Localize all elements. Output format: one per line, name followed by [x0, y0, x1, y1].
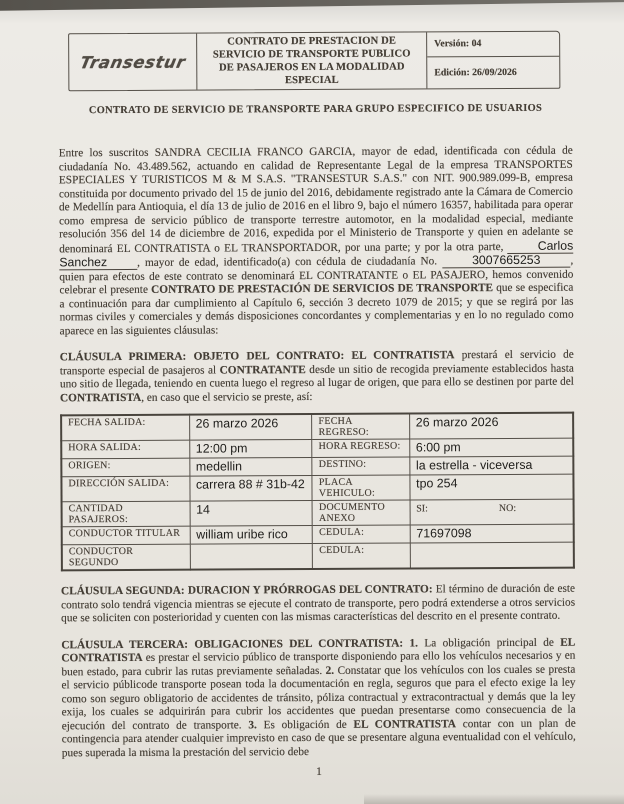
table-value-cell: carrera 88 # 31b-42 [189, 475, 312, 501]
table-value-cell: william uribe rico [190, 525, 313, 544]
table-value-cell: la estrella - viceversa [409, 456, 573, 475]
scan-bottom-shadow [364, 794, 624, 804]
table-value-cell-si-no [410, 499, 574, 525]
document-header-box [68, 31, 560, 92]
text-segment: CLÁUSULA PRIMERA: OBJETO DEL CONTRATO: EL CONTRATISTA [59, 349, 455, 364]
clause-second-paragraph [61, 583, 575, 626]
fill-in-cedula-number: 3007665253 [442, 253, 570, 269]
document-title: CONTRATO DE PRESTACION DE SERVICIO DE TRANSPORTE PUBLICO DE PASAJEROS EN LA MODALIDAD ESPECIAL [197, 32, 427, 89]
table-label-cell: DESTINO: [312, 457, 409, 476]
text-segment: CLÁUSULA TERCERA: OBLIGACIONES DEL CONTRATISTA: 1. [61, 636, 419, 651]
si-label: SI: [416, 503, 428, 515]
version-label: Versión: 04 [427, 32, 559, 58]
table-label-cell: PLACA VEHICULO: [312, 475, 409, 501]
text-segment: CONTRATO DE PRESTACIÓN DE SERVICIOS DE TRANSPORTE [151, 282, 494, 296]
text-segment: Constatar que los vehículos con los cuales se presta el servicio públicode transporte posean toda la documentación en regla, seguros que para el efecto exige la ley como son seguro obligatorio de accidentes de tránsito, póliza contractual y extracontractual y demás que la ley exija, los cuales se adquirirán para cubrir los accidentes que puedan presentarse como consecuencia de la ejecución del contrato de transporte. [61, 663, 576, 732]
table-label-cell: HORA REGRESO: [312, 439, 409, 458]
text-segment: es prestar el servicio público de transporte disponiendo para ello los vehículos necesarios y en buen estado, para cubrir las rutas previamente señaladas. [61, 649, 576, 678]
table-value-cell: 6:00 pm [409, 438, 573, 457]
text-segment: prestará el servicio de transporte especial de pasajeros al [59, 348, 574, 377]
table-value-cell: medellin [189, 457, 312, 476]
text-segment: desde un sitio de recogida previamente establecidos hasta uno sitio de llegada, teniendo en cuenta luego el regreso al lugar de origen, que para ello se destinen por parte del [59, 362, 574, 391]
edition-label: Edición: 26/09/2026 [434, 66, 517, 79]
text-segment: CONTRATISTA [59, 391, 142, 404]
text-segment: EL CONTRATISTA [353, 717, 456, 731]
text-segment: contar con un plan de contingencia para atender cualquier imprevisto en caso de que se presentare alguna eventualidad con el vehículo, pues superada la misma la prestación del servicio debe [61, 717, 576, 759]
document-subtitle: CONTRATO DE SERVICIO DE TRANSPORTE PARA GRUPO ESPECIFICO DE USUARIOS [88, 102, 543, 117]
text-segment: , quien para efectos de este contrato se denominará EL CONTRATANTE o EL PASAJERO, hemos convenido celebrar el presente [59, 254, 574, 297]
text-segment: La obligación principal de [417, 636, 561, 649]
text-segment: El término de duración de este contrato solo tendrá vigencia mientras se ejecute el contrato de transporte, pero podrá extenderse a otros servicios que se soliciten con posterioridad y cuenten con las mismas características del descrito en el presente contrato. [61, 582, 576, 625]
table-row-direccion [61, 474, 573, 502]
page-number: 1 [316, 765, 322, 778]
text-segment: 2. [325, 664, 335, 677]
table-label-cell: DOCUMENTO ANEXO [312, 500, 409, 526]
text-segment: Entre los suscritos SANDRA CECILIA FRANCO GARCIA, mayor de edad, identificada con cédula de ciudadanía No. 43.489.562, actuando en calidad de Representante Legal de la empresa TRANSPORTES ESPECIALES Y TURISTICOS M & M S.A.S. "TRANSESTUR S.A.S." con NIT. 900.989.099-B, empresa constituida por documento privado del 15 de junio del 2016, debidamente registrado ante la Cámara de Comercio de Medellín para Antioquia, el día 13 de julio de 2016 en el libro 9, bajo el número 16357, habilitada para operar como empresa de servicio público de transporte terrestre automotor, en la modalidad especial, mediante resolución 356 del 14 de diciembre de 2016, expedida por el Ministerio de Transporte y quien en adelante se denominará EL CONTRATISTA o EL TRANSPORTADOR, por una parte; y por la otra parte, [58, 144, 574, 255]
version-cell [427, 32, 559, 89]
table-value-cell: 26 marzo 2026 [189, 414, 312, 440]
table-row-conductor-segundo [62, 542, 574, 570]
table-row-fecha [61, 413, 573, 441]
text-segment: CONTRATANTE [219, 363, 306, 376]
table-label-cell: CONDUCTOR TITULAR [62, 526, 190, 545]
logo-cell [69, 34, 197, 91]
no-label: NO: [498, 502, 517, 515]
table-label-cell: FECHA REGRESO: [312, 413, 409, 439]
text-segment: CLÁUSULA SEGUNDA: DURACION Y PRÓRROGAS DEL CONTRATO: [60, 583, 433, 598]
table-label-cell: FECHA SALIDA: [61, 415, 189, 441]
table-label-cell: CEDULA: [313, 543, 410, 569]
table-row-pasajeros [62, 499, 574, 527]
text-segment: , en caso que el servicio se preste, así: [141, 390, 313, 404]
table-value-cell: 14 [190, 500, 313, 526]
text-segment: 3. [248, 718, 257, 731]
text-segment: , mayor de edad, identificado(a) con cédula de ciudadanía No. [137, 255, 443, 269]
table-label-cell: CEDULA: [313, 525, 410, 544]
table-label-cell: ORIGEN: [61, 458, 189, 477]
table-value-cell: 26 marzo 2026 [409, 413, 573, 439]
table-label-cell: HORA SALIDA: [61, 440, 189, 459]
company-logo: Transestur [78, 52, 188, 72]
clause-third-paragraph [61, 636, 576, 760]
fill-in-contratante-name: Carlos Sanchez [59, 238, 574, 270]
table-value-cell: 12:00 pm [189, 440, 312, 459]
table-label-cell: CONDUCTOR SEGUNDO [62, 544, 190, 570]
clause-first-paragraph [60, 349, 574, 406]
table-label-cell: CANTIDAD PASAJEROS: [62, 501, 190, 527]
text-segment: Es obligación de [256, 718, 354, 731]
contract-page-content [0, 11, 624, 779]
table-value-cell [190, 543, 313, 569]
intro-paragraph [59, 145, 574, 339]
text-segment: EL CONTRATISTA [61, 636, 576, 665]
trip-details-table [60, 412, 575, 572]
table-value-cell: 71697098 [410, 524, 574, 543]
table-value-cell [410, 542, 574, 568]
text-segment: que se especifica a continuación para dar cumplimiento al Capítulo 6, sección 3 decreto 1079 de 2015; y que se regirá por las normas civiles y comerciales y demás disposiciones concordantes y complementarias y en lo no regulado como aparece en las siguientes cláusulas: [59, 281, 574, 337]
table-label-cell: DIRECCIÓN SALIDA: [61, 476, 189, 502]
table-value-cell: tpo 254 [410, 474, 574, 500]
